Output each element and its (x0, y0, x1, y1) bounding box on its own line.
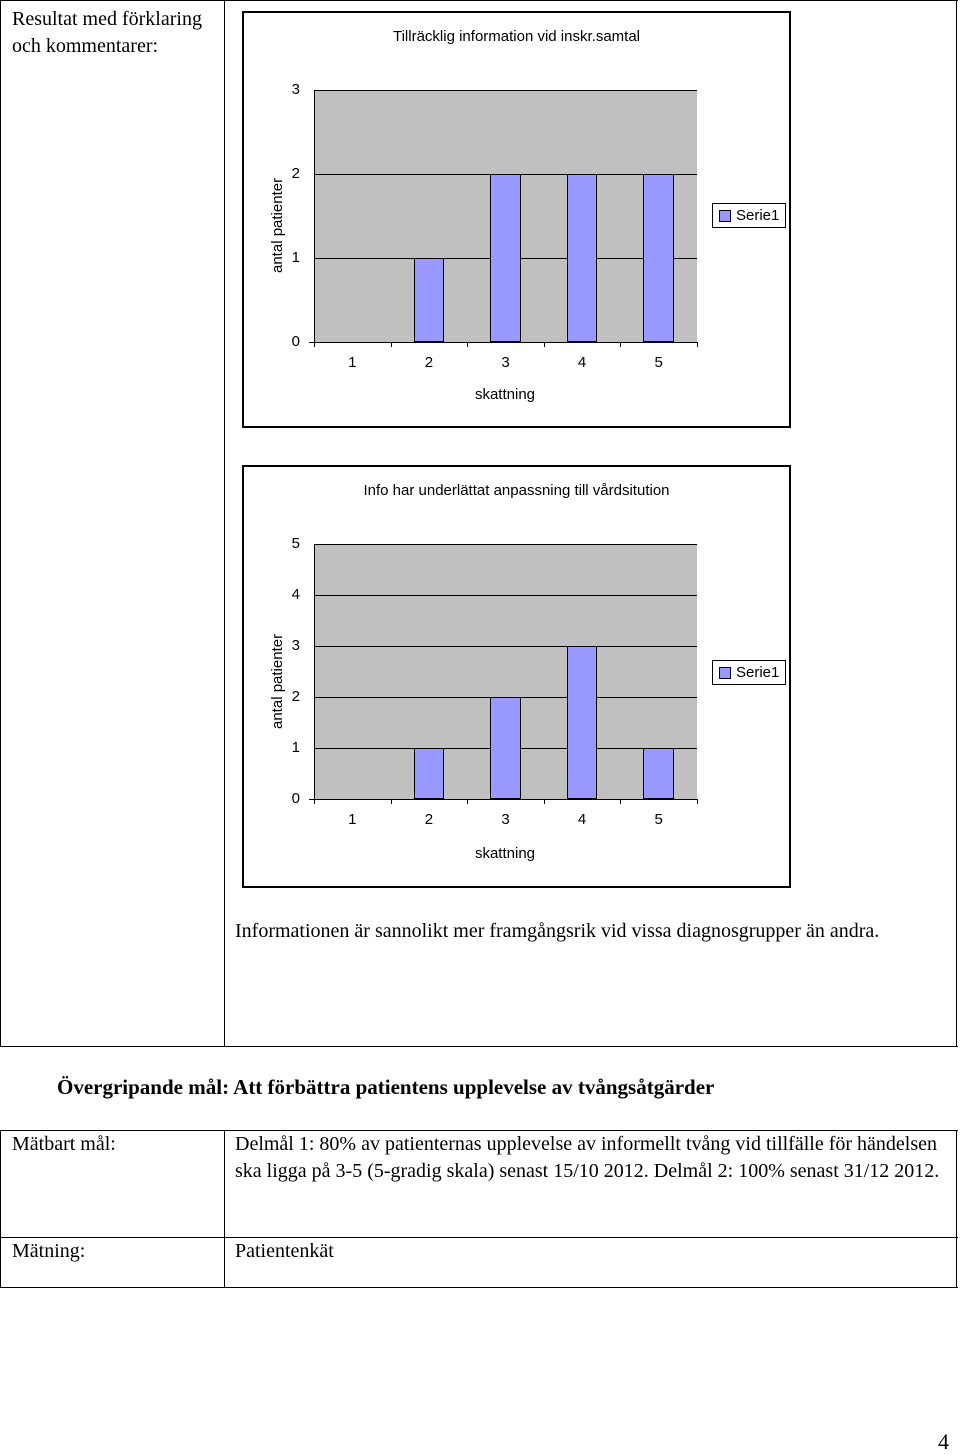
y-tick-label: 2 (291, 165, 300, 182)
x-tick-mark (544, 799, 545, 804)
x-tick-label: 2 (424, 354, 434, 371)
x-axis (309, 799, 697, 800)
results-comment: Informationen är sannolikt mer framgångsrik vid vissa diagnosgrupper än andra. (235, 920, 880, 942)
measurable-goal-value: Delmål 1: 80% av patienternas upplevelse av informellt tvång vid tillfälle för händelsen ska ligga på 3-5 (5-gradig skala) senast 15/10 2012. Delmål 2: 100% senast 31/12 2012. (235, 1133, 940, 1182)
chart-2-legend (712, 660, 786, 685)
bar (490, 697, 521, 799)
x-tick-label: 4 (577, 811, 587, 828)
x-tick-label: 5 (654, 811, 663, 828)
x-tick-label: 3 (501, 811, 510, 828)
x-axis (309, 342, 697, 343)
x-tick-mark (544, 342, 545, 347)
y-tick-label: 0 (291, 333, 300, 350)
results-label: Resultat med förklaring och kommentarer: (12, 8, 202, 57)
gridline (314, 646, 697, 647)
y-tick-label: 0 (291, 790, 300, 807)
chart-1-ylabel: antal patienter (269, 177, 286, 273)
chart-1-xlabel: skattning (474, 386, 536, 403)
x-tick-label: 2 (424, 811, 434, 828)
gridline (314, 544, 697, 545)
page-number: 4 (938, 1429, 949, 1454)
x-tick-mark (391, 342, 392, 347)
x-tick-mark (697, 799, 698, 804)
chart-2-plot (314, 544, 697, 799)
x-tick-label: 5 (654, 354, 663, 371)
chart-2-ylabel: antal patienter (269, 633, 286, 729)
x-tick-label: 3 (501, 354, 510, 371)
bar (567, 646, 598, 799)
y-axis (314, 544, 315, 804)
legend-swatch (719, 210, 731, 222)
y-tick-label: 4 (291, 586, 300, 603)
y-tick-label: 1 (291, 249, 300, 266)
x-tick-mark (467, 799, 468, 804)
chart-2 (242, 465, 791, 888)
measurable-goal-label: Mätbart mål: (12, 1133, 116, 1155)
chart-1-title: Tillräcklig information vid inskr.samtal (392, 28, 641, 45)
y-tick-label: 3 (291, 637, 300, 654)
measurement-value: Patientenkät (235, 1240, 334, 1262)
measurement-label: Mätning: (12, 1240, 86, 1262)
bar (643, 174, 674, 342)
chart-1-plot (314, 90, 697, 342)
bar (414, 258, 445, 342)
y-tick-label: 3 (291, 81, 300, 98)
x-tick-mark (467, 342, 468, 347)
y-tick-label: 1 (291, 739, 300, 756)
y-axis (314, 90, 315, 347)
chart-2-xlabel: skattning (474, 845, 536, 862)
goal-heading: Övergripande mål: Att förbättra patientens upplevelse av tvångsåtgärder (57, 1075, 715, 1099)
x-tick-mark (620, 342, 621, 347)
x-tick-label: 1 (348, 354, 357, 371)
bar (643, 748, 674, 799)
gridline (314, 595, 697, 596)
x-tick-label: 4 (577, 354, 587, 371)
legend-swatch (719, 667, 731, 679)
x-tick-label: 1 (348, 811, 357, 828)
chart-1 (242, 11, 791, 428)
chart-2-title: Info har underlättat anpassning till vårdsitution (363, 482, 670, 499)
x-tick-mark (697, 342, 698, 347)
x-tick-mark (391, 799, 392, 804)
y-tick-label: 2 (291, 688, 300, 705)
y-tick-label: 5 (291, 535, 300, 552)
bar (414, 748, 445, 799)
gridline (314, 90, 697, 91)
chart-1-legend (712, 203, 786, 228)
bar (567, 174, 598, 342)
x-tick-mark (620, 799, 621, 804)
chart-1-legend-label: Serie1 (736, 207, 780, 224)
bar (490, 174, 521, 342)
chart-2-legend-label: Serie1 (736, 664, 780, 681)
